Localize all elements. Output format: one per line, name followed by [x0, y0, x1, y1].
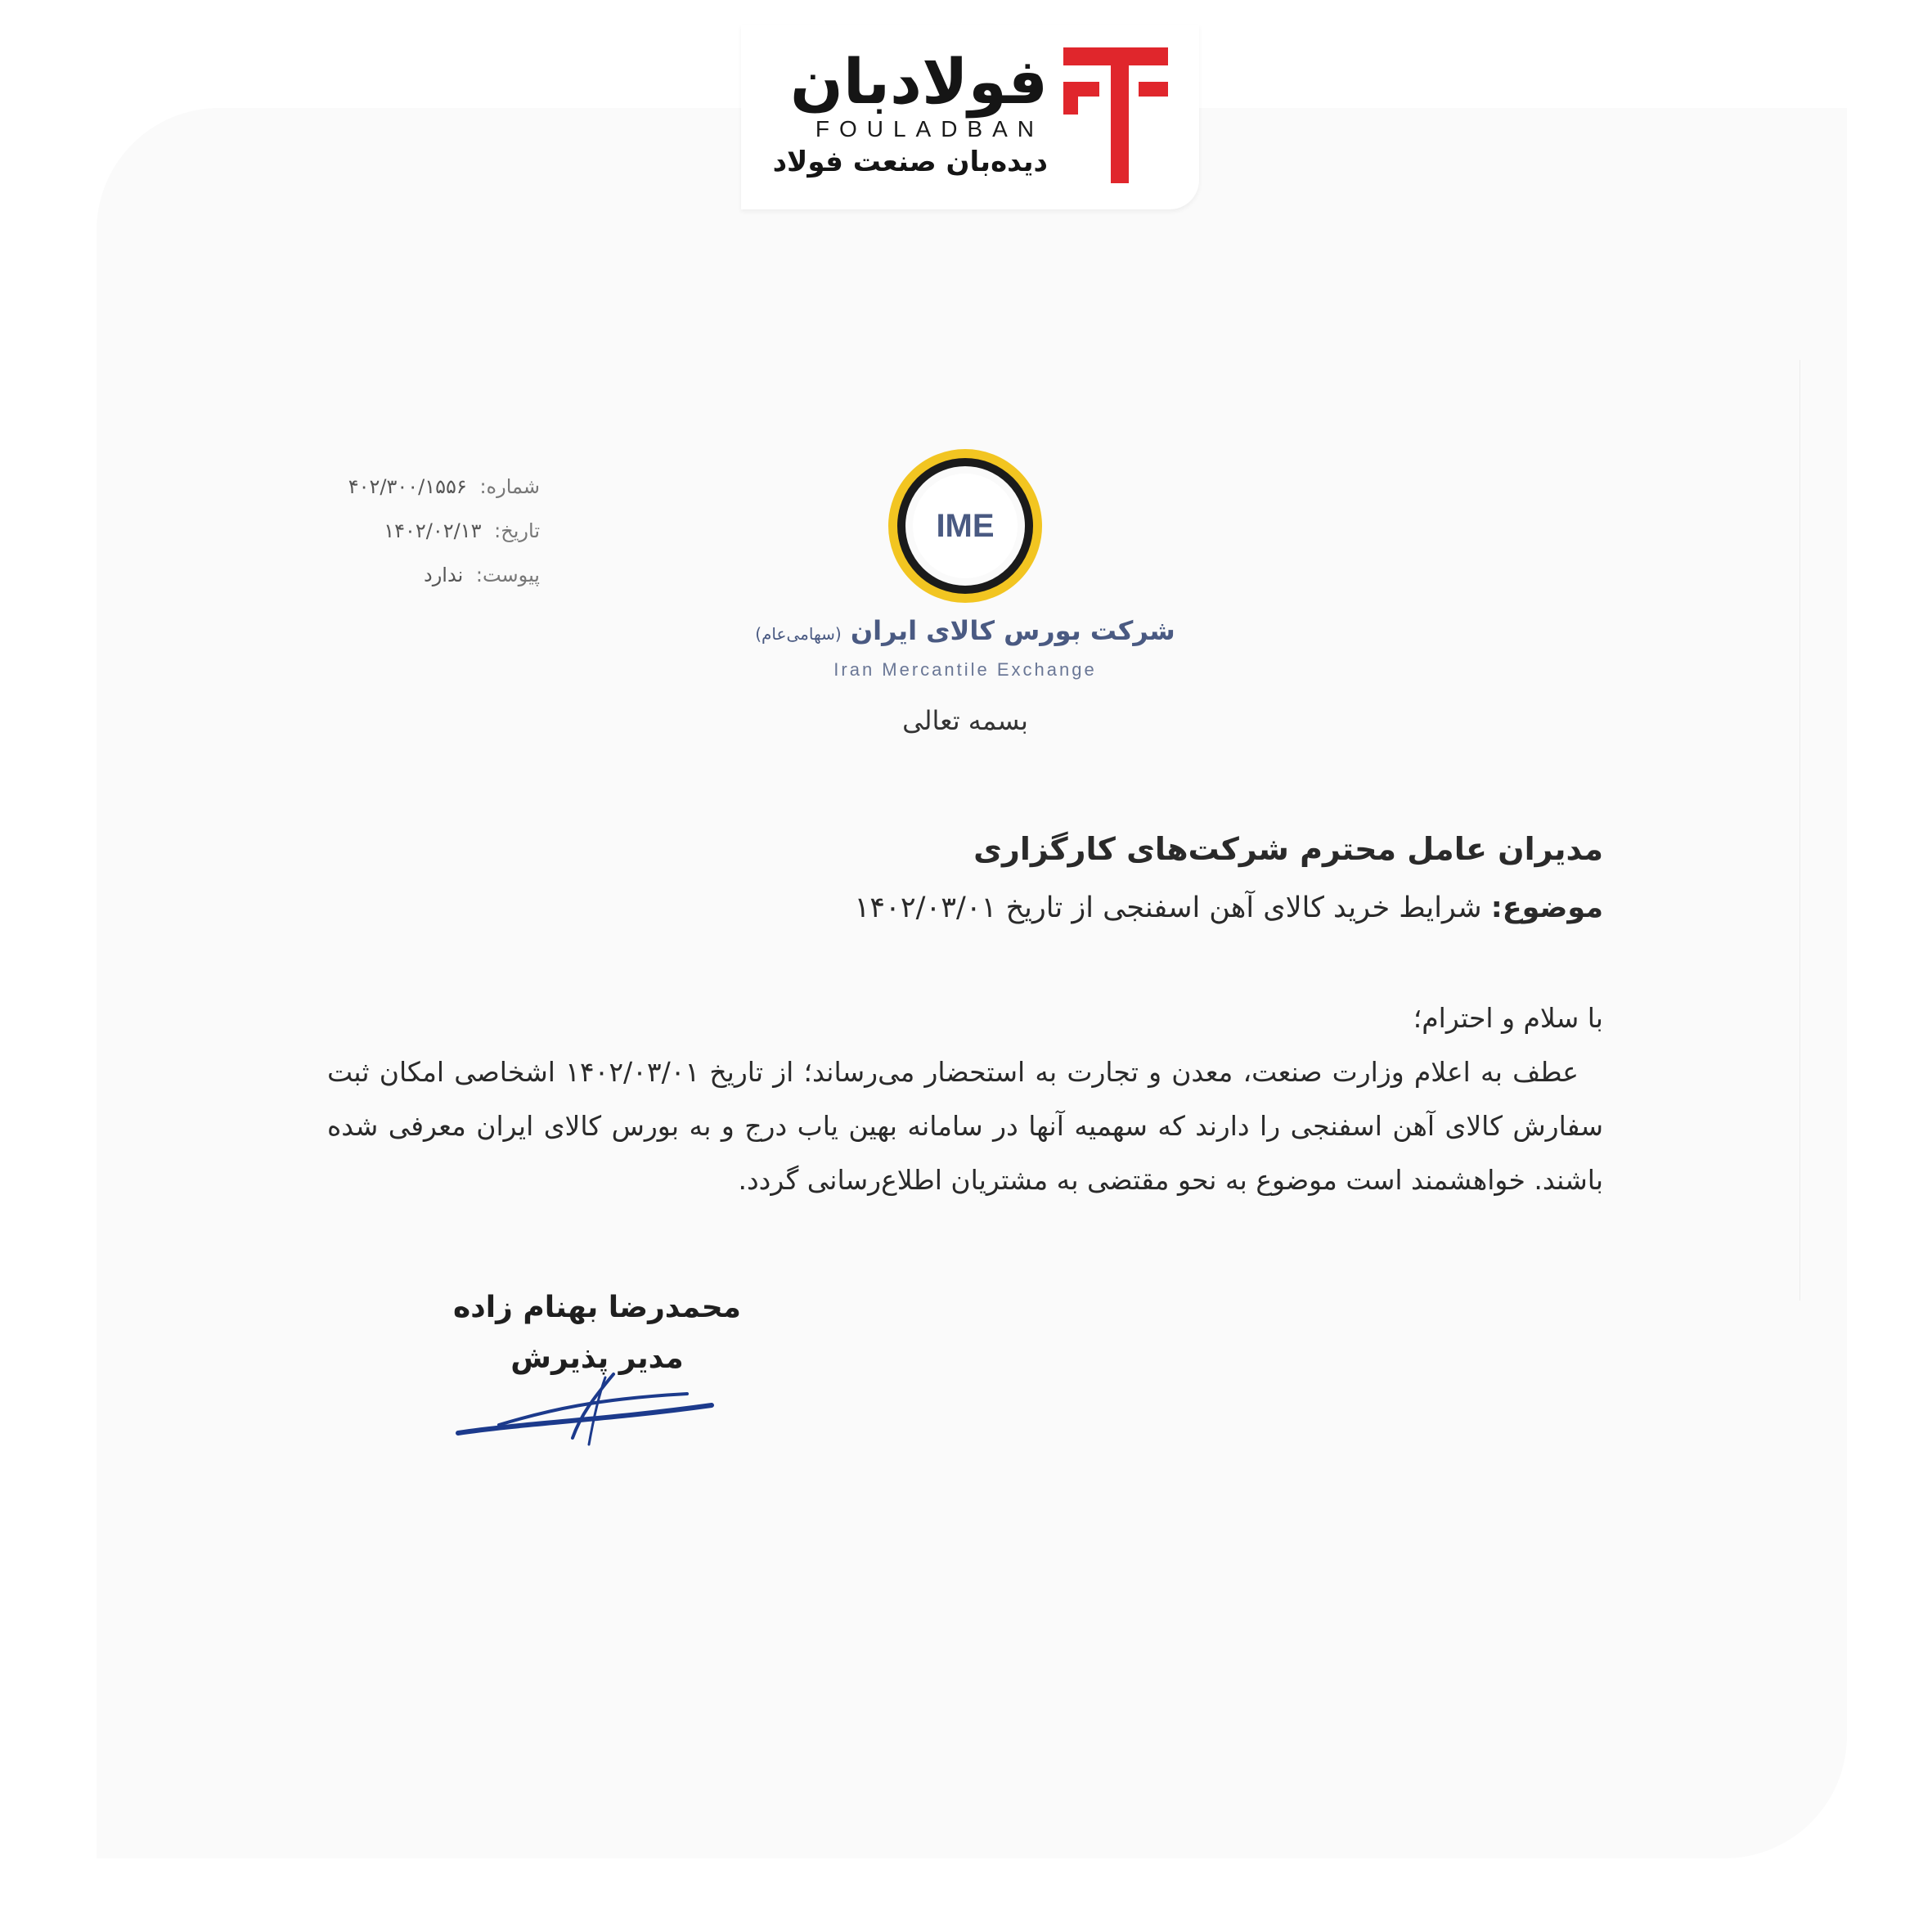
date-label: تاریخ:: [494, 519, 540, 542]
meta-date: [270, 509, 540, 553]
meta-attachment: [270, 553, 540, 597]
issuer-name-en: Iran Mercantile Exchange: [833, 659, 1097, 680]
meta-number: [270, 465, 540, 509]
issuer-name: شرکت بورس کالای ایران: [850, 615, 1175, 646]
ime-logo-text: IME: [936, 508, 995, 544]
brand-name-fa: فولادبان: [790, 45, 1048, 118]
letter-meta: [270, 465, 540, 597]
brand-header: [741, 25, 1199, 209]
number-value: ۴۰۲/۳۰۰/۱۵۵۶: [348, 475, 467, 498]
brand-tagline: دیده‌بان صنعت فولاد: [772, 146, 1048, 178]
brand-logo-icon: [1063, 47, 1168, 183]
subject-line: [327, 878, 1603, 937]
signer-name: محمدرضا بهنام زاده: [453, 1291, 741, 1324]
issuer-name-fa: [736, 615, 1194, 646]
subject-label: موضوع:: [1490, 892, 1603, 924]
date-value: ۱۴۰۲/۰۲/۱۳: [384, 519, 482, 542]
attachment-value: ندارد: [424, 564, 464, 586]
recipient: مدیران عامل محترم شرکت‌های کارگزاری: [973, 831, 1603, 867]
paper-edge: [1799, 360, 1800, 1301]
issuer-name-suffix: (سهامی‌عام): [755, 624, 842, 644]
greeting: با سلام و احترام؛: [1413, 1002, 1603, 1034]
letter-body: [327, 820, 1603, 1207]
handwritten-signature: [450, 1341, 728, 1448]
attachment-label: پیوست:: [475, 564, 540, 586]
signer-title: مدیر پذیرش: [510, 1341, 684, 1375]
subject-text: شرایط خرید کالای آهن اسفنجی از تاریخ ۱۴۰۲/۰۳/۰۱: [854, 892, 1482, 924]
ime-seal-logo: [887, 448, 1043, 604]
basmala: بسمه تعالی: [902, 705, 1028, 736]
brand-name-en: FOULADBAN: [815, 116, 1044, 142]
number-label: شماره:: [479, 475, 540, 498]
body-paragraph: عطف به اعلام وزارت صنعت، معدن و تجارت به استحضار می‌رساند؛ از تاریخ ۱۴۰۲/۰۳/۰۱ اشخاصی امکان ثبت سفارش کالای آهن اسفنجی را دارند که سهمیه آنها در سامانه بهین یاب درج و به بورس کالای ایران معرفی شده باشند. خواهشمند است موضوع به نحو مقتضی به مشتریان اطلاع‌رسانی گردد.: [327, 1056, 1603, 1196]
